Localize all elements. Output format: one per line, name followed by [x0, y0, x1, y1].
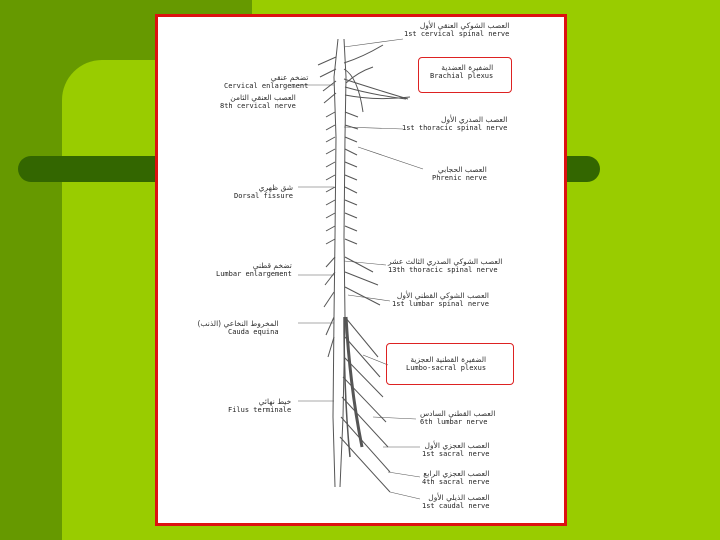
- label-6th-lumbar-en: 6th lumbar nerve: [420, 418, 488, 426]
- label-6th-lumbar-ar: العصب القطني السادس: [420, 409, 496, 418]
- label-dorsal-fissure: [234, 183, 293, 201]
- label-dorsal-fissure-ar: شق ظهري: [258, 183, 294, 192]
- label-1st-sacral-en: 1st sacral nerve: [422, 450, 490, 458]
- label-filum-terminale-en: Filus terminale: [228, 406, 292, 414]
- label-1st-caudal-en: 1st caudal nerve: [422, 502, 490, 510]
- label-lumbar-enlargement-ar: تضخم قطني: [252, 261, 292, 270]
- label-4th-sacral-ar: العصب العجزي الرابع: [423, 469, 490, 478]
- label-brachial-plexus-en: Brachial plexus: [430, 72, 494, 80]
- label-phrenic-en: Phrenic nerve: [432, 174, 487, 182]
- label-cauda-equina-ar: المخروط النخاعي (الذنب): [197, 319, 279, 328]
- label-4th-sacral-en: 4th sacral nerve: [422, 478, 490, 486]
- label-brachial-plexus: [430, 63, 493, 81]
- label-1st-thoracic-en: 1st thoracic spinal nerve: [402, 124, 508, 132]
- label-cervical-enlargement-ar: تضخم عنقي: [270, 73, 309, 82]
- label-lumbo-sacral-plexus-en: Lumbo-sacral plexus: [406, 364, 487, 372]
- label-1st-lumbar-en: 1st lumbar spinal nerve: [392, 300, 489, 308]
- label-cervical-enlargement-en: Cervical enlargement: [224, 82, 309, 90]
- label-phrenic: [432, 165, 487, 183]
- label-1st-thoracic: [402, 115, 507, 133]
- label-cervical-enlargement: [224, 73, 308, 91]
- label-1st-thoracic-ar: العصب الصدري الأول: [441, 115, 508, 124]
- label-1st-lumbar: [392, 291, 489, 309]
- label-cauda-equina: [188, 319, 279, 337]
- label-filum-terminale: [228, 397, 291, 415]
- label-6th-lumbar: [420, 409, 495, 427]
- label-1st-cervical-en: 1st cervical spinal nerve: [404, 30, 510, 38]
- label-13th-thoracic-ar: العصب الشوكي الصدري الثالث عشر: [388, 257, 503, 266]
- label-8th-cervical: [220, 93, 296, 111]
- label-1st-caudal-ar: العصب الذيلي الأول: [428, 493, 490, 502]
- label-1st-cervical-ar: العصب الشوكي العنقي الأول: [419, 21, 510, 30]
- diagram-frame: [155, 14, 567, 526]
- label-lumbar-enlargement-en: Lumbar enlargement: [216, 270, 292, 278]
- label-phrenic-ar: العصب الحجابي: [437, 165, 487, 174]
- label-1st-lumbar-ar: العصب الشوكي القطني الأول: [396, 291, 489, 300]
- label-1st-caudal: [422, 493, 489, 511]
- label-brachial-plexus-ar: الضفيرة العضدية: [441, 63, 494, 72]
- label-4th-sacral: [422, 469, 489, 487]
- label-filum-terminale-ar: خيط نهائي: [258, 397, 292, 406]
- spinal-cord-left-edge: [333, 39, 338, 487]
- label-1st-cervical: [404, 21, 509, 39]
- label-lumbo-sacral-plexus-ar: الضفيرة القطنية العجزية: [410, 355, 487, 364]
- label-lumbar-enlargement: [216, 261, 292, 279]
- label-lumbo-sacral-plexus: [406, 355, 486, 373]
- label-1st-sacral: [422, 441, 489, 459]
- label-cauda-equina-en: Cauda equina: [228, 328, 279, 336]
- label-dorsal-fissure-en: Dorsal fissure: [234, 192, 294, 200]
- label-13th-thoracic: [388, 257, 502, 275]
- label-8th-cervical-ar: العصب العنقي الثامن: [230, 93, 296, 102]
- label-13th-thoracic-en: 13th thoracic spinal nerve: [388, 266, 498, 274]
- label-8th-cervical-en: 8th cervical nerve: [220, 102, 296, 110]
- label-1st-sacral-ar: العصب العجزي الأول: [424, 441, 490, 450]
